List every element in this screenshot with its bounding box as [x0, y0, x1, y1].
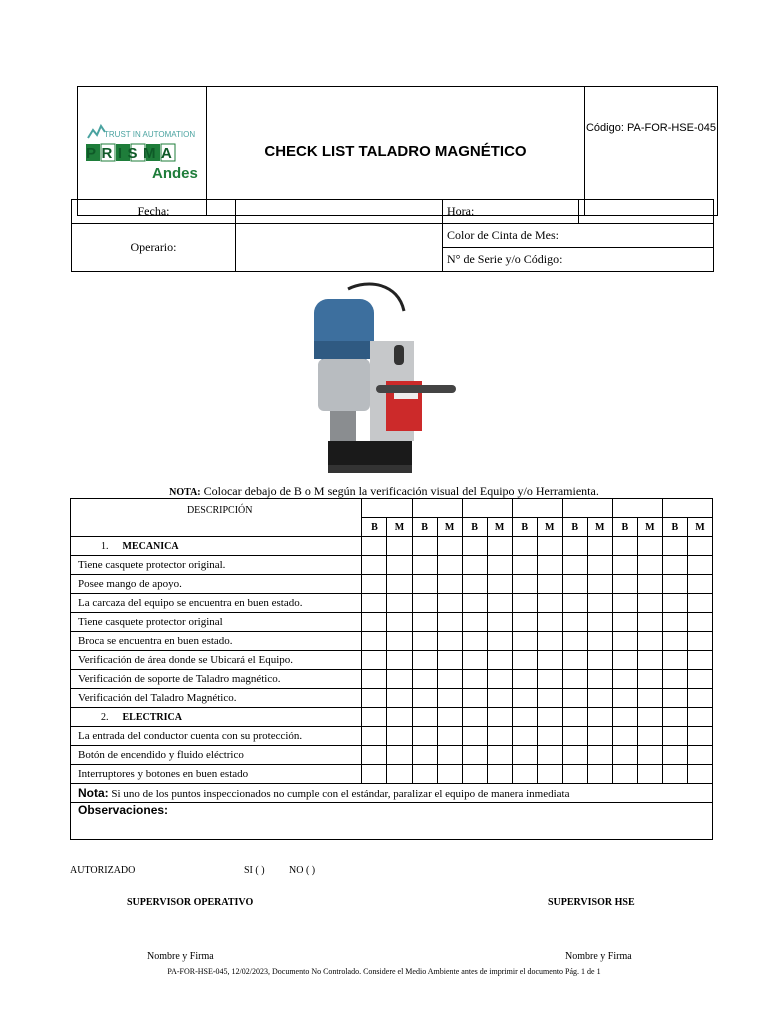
check-cell[interactable] — [387, 594, 412, 613]
check-cell[interactable] — [462, 594, 487, 613]
check-cell[interactable] — [612, 746, 637, 765]
bm-header-cell: B — [412, 518, 437, 537]
check-cell[interactable] — [387, 765, 412, 784]
check-cell[interactable] — [687, 651, 712, 670]
checklist-table — [70, 498, 713, 840]
check-cell[interactable] — [437, 651, 462, 670]
check-cell[interactable] — [362, 575, 387, 594]
check-cell[interactable] — [412, 746, 437, 765]
check-cell[interactable] — [587, 746, 612, 765]
observaciones-label: Observaciones: — [78, 803, 169, 817]
check-cell[interactable] — [437, 613, 462, 632]
check-cell[interactable] — [487, 613, 512, 632]
check-cell[interactable] — [537, 651, 562, 670]
check-cell[interactable] — [512, 727, 537, 746]
item-description: Verificación del Taladro Magnético. — [71, 689, 362, 708]
check-cell[interactable] — [512, 613, 537, 632]
info-table — [71, 199, 714, 272]
check-cell[interactable] — [412, 708, 437, 727]
check-cell[interactable] — [387, 613, 412, 632]
check-cell[interactable] — [437, 689, 462, 708]
check-cell[interactable] — [662, 613, 687, 632]
magnetic-drill-image — [308, 281, 458, 477]
check-cell[interactable] — [362, 670, 387, 689]
check-cell[interactable] — [662, 651, 687, 670]
check-cell[interactable] — [562, 575, 587, 594]
section-title: MECANICA — [122, 540, 179, 552]
check-cell[interactable] — [562, 632, 587, 651]
check-cell[interactable] — [687, 537, 712, 556]
checklist-item-row — [71, 575, 713, 594]
check-cell[interactable] — [512, 708, 537, 727]
check-cell[interactable] — [662, 632, 687, 651]
check-cell[interactable] — [587, 651, 612, 670]
bm-header-cell: M — [687, 518, 712, 537]
check-cell[interactable] — [637, 575, 662, 594]
item-description: Verificación de área donde se Ubicará el Equipo. — [71, 651, 362, 670]
section-title: ELECTRICA — [122, 711, 182, 723]
supervisor-hse: SUPERVISOR HSE — [548, 897, 635, 908]
check-cell[interactable] — [362, 746, 387, 765]
check-cell[interactable] — [437, 632, 462, 651]
hora-field[interactable] — [579, 200, 714, 224]
document-footer-line: PA-FOR-HSE-045, 12/02/2023, Documento No Controlado. Considere el Medio Ambiente antes de imprimir el documento Pág. 1 de 1 — [167, 967, 601, 976]
check-cell[interactable] — [462, 556, 487, 575]
check-cell[interactable] — [362, 689, 387, 708]
check-cell[interactable] — [437, 727, 462, 746]
check-cell[interactable] — [537, 765, 562, 784]
check-cell[interactable] — [362, 651, 387, 670]
item-description: Tiene casquete protector original — [71, 613, 362, 632]
check-cell[interactable] — [362, 632, 387, 651]
check-cell[interactable] — [612, 765, 637, 784]
check-cell[interactable] — [487, 708, 512, 727]
document-code: Código: PA-FOR-HSE-045 — [585, 87, 718, 216]
check-cell[interactable] — [387, 651, 412, 670]
item-description: Botón de encendido y fluido eléctrico — [71, 746, 362, 765]
check-cell[interactable] — [687, 765, 712, 784]
check-cell[interactable] — [412, 689, 437, 708]
check-cell[interactable] — [512, 632, 537, 651]
check-cell[interactable] — [537, 556, 562, 575]
item-description: Posee mango de apoyo. — [71, 575, 362, 594]
check-cell[interactable] — [362, 537, 387, 556]
operario-label: Operario: — [72, 224, 236, 272]
check-cell[interactable] — [612, 537, 637, 556]
check-cell[interactable] — [662, 708, 687, 727]
check-cell[interactable] — [362, 556, 387, 575]
check-cell[interactable] — [387, 689, 412, 708]
logo-tagline: TRUST IN AUTOMATION — [104, 130, 196, 139]
section-row — [71, 708, 713, 727]
wave-logo-icon — [88, 126, 105, 138]
check-cell[interactable] — [512, 556, 537, 575]
checklist-item-row — [71, 594, 713, 613]
checklist-item-row — [71, 632, 713, 651]
check-cell[interactable] — [462, 613, 487, 632]
check-cell[interactable] — [687, 689, 712, 708]
check-cell[interactable] — [387, 727, 412, 746]
checklist-item-row — [71, 556, 713, 575]
check-cell[interactable] — [512, 594, 537, 613]
check-cell[interactable] — [537, 689, 562, 708]
check-cell[interactable] — [462, 746, 487, 765]
bm-header-cell: B — [462, 518, 487, 537]
check-cell[interactable] — [387, 537, 412, 556]
checklist-item-row — [71, 727, 713, 746]
section-row — [71, 537, 713, 556]
nota-content: Si uno de los puntos inspeccionados no cumple con el estándar, paralizar el equipo de manera inmediata — [111, 788, 570, 800]
bm-header-cell: M — [437, 518, 462, 537]
bm-header-cell: B — [562, 518, 587, 537]
check-cell[interactable] — [587, 727, 612, 746]
check-cell[interactable] — [562, 613, 587, 632]
item-description: Verificación de soporte de Taladro magnético. — [71, 670, 362, 689]
check-cell[interactable] — [537, 575, 562, 594]
check-cell[interactable] — [537, 537, 562, 556]
check-cell[interactable] — [587, 556, 612, 575]
logo-cell — [78, 87, 207, 216]
check-cell[interactable] — [562, 670, 587, 689]
checklist-item-row — [71, 746, 713, 765]
check-cell[interactable] — [512, 670, 537, 689]
check-cell[interactable] — [612, 575, 637, 594]
check-cell[interactable] — [687, 556, 712, 575]
bm-header-cell: B — [512, 518, 537, 537]
check-cell[interactable] — [412, 575, 437, 594]
check-cell[interactable] — [362, 765, 387, 784]
check-cell[interactable] — [537, 670, 562, 689]
check-cell[interactable] — [462, 765, 487, 784]
check-cell[interactable] — [512, 746, 537, 765]
check-cell[interactable] — [487, 537, 512, 556]
check-cell[interactable] — [587, 613, 612, 632]
check-cell[interactable] — [612, 556, 637, 575]
check-cell[interactable] — [637, 746, 662, 765]
check-cell[interactable] — [662, 746, 687, 765]
autorizado-label: AUTORIZADO — [70, 865, 136, 876]
check-cell[interactable] — [687, 708, 712, 727]
check-cell[interactable] — [662, 556, 687, 575]
check-cell[interactable] — [662, 594, 687, 613]
si-option[interactable]: SI ( ) — [244, 865, 265, 876]
check-cell[interactable] — [362, 594, 387, 613]
check-cell[interactable] — [662, 765, 687, 784]
nota-row — [71, 784, 713, 803]
nombre-firma-2: Nombre y Firma — [565, 951, 632, 962]
logo-sub: Andes — [152, 165, 198, 182]
check-cell[interactable] — [562, 556, 587, 575]
color-cinta-label: Color de Cinta de Mes: — [443, 224, 714, 248]
check-cell[interactable] — [562, 651, 587, 670]
check-cell[interactable] — [687, 632, 712, 651]
check-cell[interactable] — [362, 613, 387, 632]
check-cell[interactable] — [462, 689, 487, 708]
check-cell[interactable] — [612, 594, 637, 613]
check-cell[interactable] — [687, 594, 712, 613]
check-cell[interactable] — [587, 765, 612, 784]
no-option[interactable]: NO ( ) — [289, 865, 316, 876]
item-description: Interruptores y botones en buen estado — [71, 765, 362, 784]
check-cell[interactable] — [637, 632, 662, 651]
item-description: Broca se encuentra en buen estado. — [71, 632, 362, 651]
check-cell[interactable] — [587, 670, 612, 689]
check-cell[interactable] — [637, 651, 662, 670]
checklist-item-row — [71, 765, 713, 784]
bm-header-cell: M — [487, 518, 512, 537]
check-cell[interactable] — [662, 575, 687, 594]
check-cell[interactable] — [537, 727, 562, 746]
checklist-item-row — [71, 689, 713, 708]
check-cell[interactable] — [487, 727, 512, 746]
check-cell[interactable] — [562, 765, 587, 784]
check-cell[interactable] — [362, 708, 387, 727]
item-description: La carcaza del equipo se encuentra en buen estado. — [71, 594, 362, 613]
check-cell[interactable] — [612, 727, 637, 746]
observaciones-field[interactable] — [71, 803, 713, 840]
serie-label: N° de Serie y/o Código: — [443, 248, 714, 272]
check-cell[interactable] — [412, 632, 437, 651]
check-cell[interactable] — [412, 727, 437, 746]
bm-header-cell: B — [362, 518, 387, 537]
check-cell[interactable] — [512, 651, 537, 670]
check-cell[interactable] — [537, 746, 562, 765]
nota-text: Colocar debajo de B o M según la verificación visual del Equipo y/o Herramienta. — [203, 484, 599, 498]
nota-bold: NOTA: — [169, 487, 201, 498]
check-cell[interactable] — [412, 594, 437, 613]
document-title: CHECK LIST TALADRO MAGNÉTICO — [207, 87, 585, 216]
check-cell[interactable] — [412, 556, 437, 575]
check-cell[interactable] — [412, 537, 437, 556]
check-cell[interactable] — [637, 765, 662, 784]
check-cell[interactable] — [412, 651, 437, 670]
logo-brand: PRISMA — [86, 145, 178, 162]
check-cell[interactable] — [462, 727, 487, 746]
check-cell[interactable] — [637, 727, 662, 746]
check-cell[interactable] — [487, 556, 512, 575]
fecha-label: Fecha: — [72, 200, 236, 224]
check-cell[interactable] — [512, 765, 537, 784]
check-cell[interactable] — [687, 613, 712, 632]
check-cell[interactable] — [562, 689, 587, 708]
bm-header-cell: M — [537, 518, 562, 537]
check-cell[interactable] — [537, 708, 562, 727]
check-cell[interactable] — [487, 765, 512, 784]
check-cell[interactable] — [462, 670, 487, 689]
bm-header-cell: M — [637, 518, 662, 537]
check-cell[interactable] — [612, 708, 637, 727]
check-cell[interactable] — [637, 708, 662, 727]
check-cell[interactable] — [437, 594, 462, 613]
check-cell[interactable] — [387, 746, 412, 765]
check-cell[interactable] — [612, 613, 637, 632]
check-cell[interactable] — [687, 746, 712, 765]
check-cell[interactable] — [637, 670, 662, 689]
check-cell[interactable] — [487, 632, 512, 651]
bm-header-cell: M — [587, 518, 612, 537]
check-cell[interactable] — [637, 594, 662, 613]
check-cell[interactable] — [637, 556, 662, 575]
check-cell[interactable] — [437, 670, 462, 689]
checklist-item-row — [71, 651, 713, 670]
check-cell[interactable] — [562, 594, 587, 613]
check-cell[interactable] — [662, 537, 687, 556]
checklist-item-row — [71, 613, 713, 632]
fecha-field[interactable] — [236, 200, 443, 224]
bm-header-cell: B — [662, 518, 687, 537]
check-cell[interactable] — [487, 670, 512, 689]
check-cell[interactable] — [437, 575, 462, 594]
check-cell[interactable] — [487, 651, 512, 670]
header-table — [77, 86, 718, 216]
check-cell[interactable] — [612, 632, 637, 651]
check-cell[interactable] — [362, 727, 387, 746]
check-cell[interactable] — [612, 689, 637, 708]
check-cell[interactable] — [387, 708, 412, 727]
check-cell[interactable] — [437, 556, 462, 575]
check-cell[interactable] — [437, 537, 462, 556]
check-cell[interactable] — [662, 727, 687, 746]
check-cell[interactable] — [587, 537, 612, 556]
check-cell[interactable] — [587, 575, 612, 594]
check-cell[interactable] — [412, 613, 437, 632]
check-cell[interactable] — [462, 632, 487, 651]
check-cell[interactable] — [637, 689, 662, 708]
check-cell[interactable] — [612, 670, 637, 689]
check-cell[interactable] — [487, 689, 512, 708]
bm-header-cell: M — [387, 518, 412, 537]
check-cell[interactable] — [462, 575, 487, 594]
check-cell[interactable] — [412, 765, 437, 784]
check-cell[interactable] — [662, 670, 687, 689]
check-cell[interactable] — [387, 556, 412, 575]
hora-label: Hora: — [443, 200, 579, 224]
check-cell[interactable] — [512, 575, 537, 594]
supervisor-operativo: SUPERVISOR OPERATIVO — [127, 897, 254, 908]
check-cell[interactable] — [587, 708, 612, 727]
check-cell[interactable] — [487, 575, 512, 594]
check-cell[interactable] — [487, 594, 512, 613]
check-cell[interactable] — [512, 537, 537, 556]
check-cell[interactable] — [387, 575, 412, 594]
checklist-item-row — [71, 670, 713, 689]
nota-instruction — [0, 484, 768, 499]
check-cell[interactable] — [487, 746, 512, 765]
operario-field[interactable] — [236, 224, 443, 272]
check-cell[interactable] — [537, 594, 562, 613]
check-cell[interactable] — [587, 594, 612, 613]
nombre-firma-1: Nombre y Firma — [147, 951, 214, 962]
nota-label: Nota: — [78, 786, 109, 800]
check-cell[interactable] — [662, 689, 687, 708]
check-cell[interactable] — [562, 746, 587, 765]
check-cell[interactable] — [687, 670, 712, 689]
desc-header: DESCRIPCIÓN — [71, 499, 362, 537]
check-cell[interactable] — [537, 613, 562, 632]
check-cell[interactable] — [637, 613, 662, 632]
check-cell[interactable] — [437, 765, 462, 784]
check-cell[interactable] — [562, 727, 587, 746]
bm-header-cell: B — [612, 518, 637, 537]
item-description: La entrada del conductor cuenta con su protección. — [71, 727, 362, 746]
section-number: 1. — [101, 540, 109, 552]
check-cell[interactable] — [437, 746, 462, 765]
check-cell[interactable] — [612, 651, 637, 670]
check-cell[interactable] — [687, 727, 712, 746]
check-cell[interactable] — [387, 632, 412, 651]
check-cell[interactable] — [587, 632, 612, 651]
check-cell[interactable] — [587, 689, 612, 708]
check-cell[interactable] — [637, 537, 662, 556]
item-description: Tiene casquete protector original. — [71, 556, 362, 575]
check-cell[interactable] — [537, 632, 562, 651]
check-cell[interactable] — [562, 708, 587, 727]
section-number: 2. — [101, 711, 109, 723]
check-cell[interactable] — [387, 670, 412, 689]
check-cell[interactable] — [462, 708, 487, 727]
check-cell[interactable] — [562, 537, 587, 556]
check-cell[interactable] — [462, 651, 487, 670]
check-cell[interactable] — [512, 689, 537, 708]
check-cell[interactable] — [462, 537, 487, 556]
check-cell[interactable] — [412, 670, 437, 689]
prisma-andes-logo — [78, 102, 206, 195]
check-cell[interactable] — [437, 708, 462, 727]
check-cell[interactable] — [687, 575, 712, 594]
